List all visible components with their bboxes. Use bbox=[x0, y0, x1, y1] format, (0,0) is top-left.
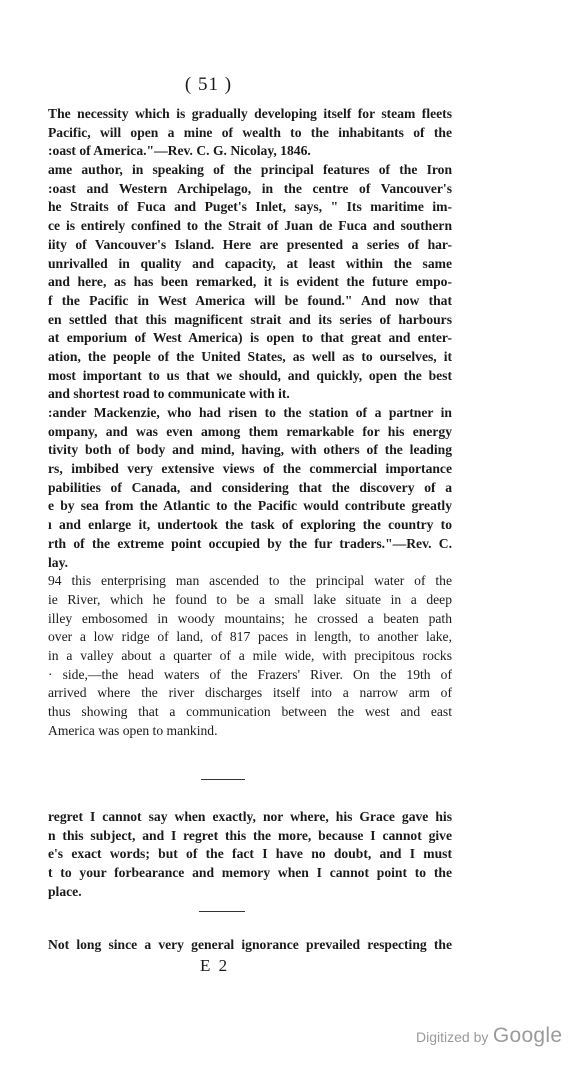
text-line: :ander Mackenzie, who had risen to the station of a partner in bbox=[48, 405, 452, 420]
text-line: in a valley about a quarter of a mile wide, with precipitous rocks bbox=[48, 647, 452, 663]
text-line: t to your forbearance and memory when I cannot point to the bbox=[48, 865, 452, 881]
text-line: thus showing that a communication between the west and east bbox=[48, 704, 452, 719]
text-line: ation, the people of the United States, as well as to ourselves, it bbox=[48, 348, 452, 364]
text-line: f the Pacific in West America will be found." And now that bbox=[48, 292, 452, 308]
text-line: tivity both of body and mind, having, with others of the leading bbox=[48, 442, 452, 458]
text-line: most important to us that we should, and quickly, open the best bbox=[48, 367, 452, 383]
text-line: regret I cannot say when exactly, nor where, his Grace gave his bbox=[48, 809, 452, 824]
text-line: unrivalled in quality and capacity, at least within the same bbox=[48, 255, 452, 271]
text-line: en settled that this magnificent strait and its series of harbours bbox=[48, 311, 452, 327]
page-number: ( 51 ) bbox=[184, 74, 233, 95]
text-line: and here, as has been remarked, it is evident the future empo- bbox=[48, 274, 452, 290]
text-line: and shortest road to communicate with it. bbox=[48, 386, 290, 402]
text-line: :oast of America."—Rev. C. G. Nicolay, 1846. bbox=[48, 143, 311, 159]
text-line: he Straits of Fuca and Puget's Inlet, says, " Its maritime im- bbox=[48, 199, 452, 215]
footnote-block bbox=[48, 808, 452, 901]
text-line: lay. bbox=[48, 554, 69, 570]
text-line: e by sea from the Atlantic to the Pacific would contribute greatly bbox=[48, 498, 452, 514]
text-line: Pacific, will open a mine of wealth to the inhabitants of the bbox=[48, 124, 452, 140]
text-line: · side,—the head waters of the Frazers' River. On the 19th of bbox=[48, 666, 452, 682]
text-line: America was open to mankind. bbox=[48, 722, 218, 738]
section-divider bbox=[201, 779, 245, 780]
text-line: ce is entirely confined to the Strait of Juan de Fuca and southern bbox=[48, 218, 452, 234]
text-line: illey embosomed in woody mountains; he crossed a beaten path bbox=[48, 610, 452, 626]
closing-text-block bbox=[48, 936, 452, 955]
text-line: arrived where the river discharges itself into a narrow arm of bbox=[48, 685, 452, 701]
text-line: Not long since a very general ignorance prevailed respecting the bbox=[48, 937, 452, 952]
text-line: ie River, which he found to be a small lake situate in a deep bbox=[48, 591, 452, 607]
text-line: n this subject, and I regret this the more, because I cannot give bbox=[48, 827, 452, 843]
text-line: :oast and Western Archipelago, in the centre of Vancouver's bbox=[48, 180, 452, 196]
text-line: place. bbox=[48, 883, 82, 899]
signature-mark: E 2 bbox=[200, 956, 230, 975]
text-line: pabilities of Canada, and considering that the discovery of a bbox=[48, 479, 452, 495]
text-line: 94 this enterprising man ascended to the principal water of the bbox=[48, 573, 452, 589]
text-line: e's exact words; but of the fact I have no doubt, and I must bbox=[48, 846, 452, 862]
text-line: iity of Vancouver's Island. Here are presented a series of har- bbox=[48, 236, 452, 252]
text-line: rs, imbibed very extensive views of the commercial importance bbox=[48, 461, 452, 477]
watermark bbox=[416, 1024, 562, 1048]
text-line: over a low ridge of land, of 817 paces in length, to another lake, bbox=[48, 629, 452, 645]
text-line: at emporium of West America) is open to that great and enter- bbox=[48, 330, 452, 346]
text-line: ompany, and was even among them remarkable for his energy bbox=[48, 423, 452, 439]
text-line: ame author, in speaking of the principal features of the Iron bbox=[48, 162, 452, 178]
main-text-block bbox=[48, 105, 452, 740]
section-divider bbox=[199, 911, 245, 912]
watermark-brand: Google bbox=[492, 1024, 563, 1047]
watermark-prefix: Digitized by bbox=[416, 1029, 489, 1045]
text-line: rth of the extreme point occupied by the fur traders."—Rev. C. bbox=[48, 535, 452, 551]
text-line: The necessity which is gradually developing itself for steam fleets bbox=[48, 106, 452, 121]
text-line: ı and enlarge it, undertook the task of exploring the country to bbox=[48, 517, 452, 533]
